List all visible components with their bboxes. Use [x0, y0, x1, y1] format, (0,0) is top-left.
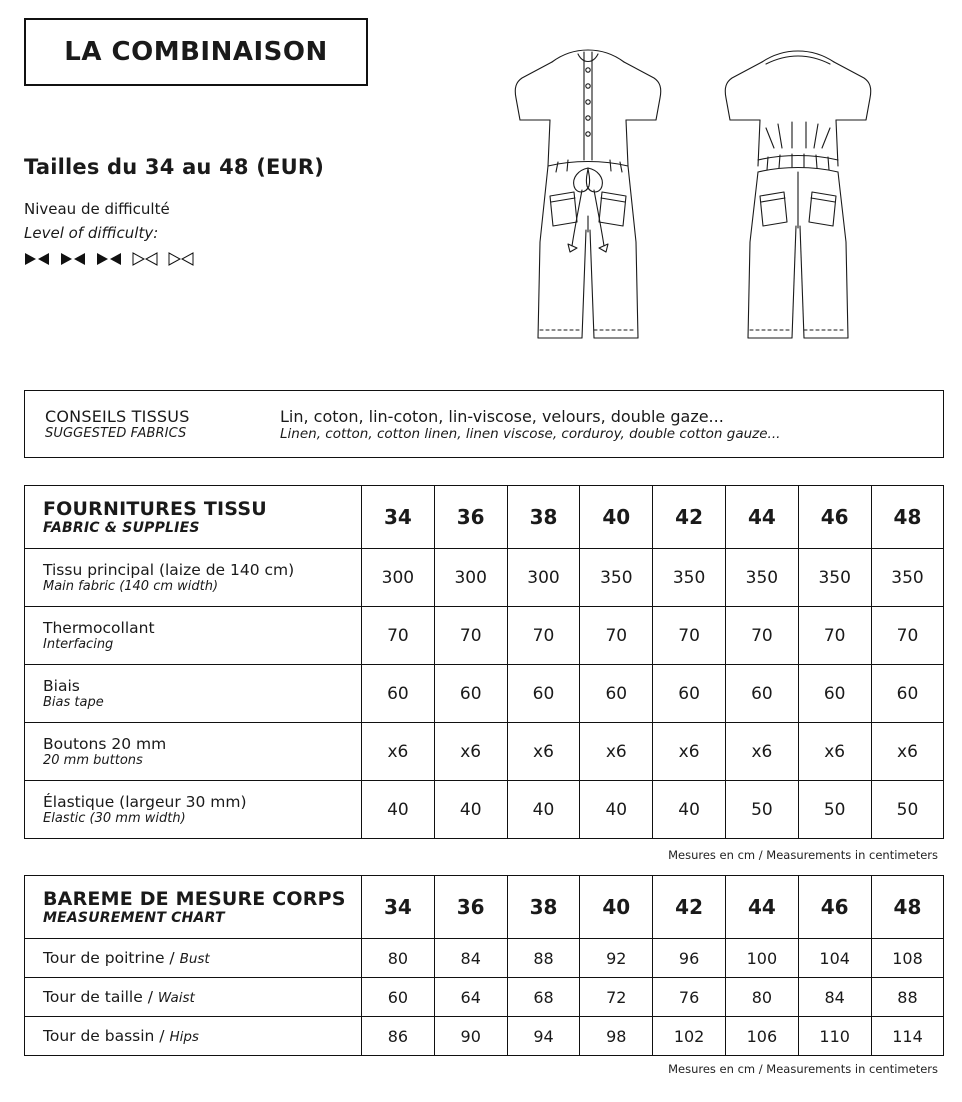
supplies-title-fr: FOURNITURES TISSU: [43, 498, 267, 520]
table-row: [25, 978, 944, 1017]
supplies-cell: x6: [362, 723, 435, 781]
supplies-size-44: 44: [725, 486, 798, 549]
row-label-en: Bust: [179, 951, 210, 967]
measurement-cell: 64: [434, 978, 507, 1017]
table-header-row: [25, 876, 944, 939]
supplies-cell: 60: [580, 665, 653, 723]
fabric-supplies-table: [24, 485, 944, 839]
fabrics-label-fr: CONSEILS TISSUS: [45, 407, 190, 426]
supplies-cell: x6: [798, 723, 871, 781]
measurement-cell: 84: [798, 978, 871, 1017]
fabrics-label-en: SUGGESTED FABRICS: [45, 426, 187, 441]
row-label-fr: Boutons 20 mm: [43, 735, 167, 753]
measurement-cell: 108: [871, 939, 944, 978]
supplies-cell: x6: [725, 723, 798, 781]
supplies-cell: 300: [507, 549, 580, 607]
measurement-cell: 88: [871, 978, 944, 1017]
supplies-cell: 70: [362, 607, 435, 665]
supplies-cell: 350: [725, 549, 798, 607]
supplies-size-36: 36: [434, 486, 507, 549]
bowtie-icon-empty-1: [132, 252, 158, 266]
supplies-cell: 70: [653, 607, 726, 665]
technical-drawings: [478, 20, 898, 360]
table-row: [25, 781, 944, 839]
supplies-row-label: [25, 723, 362, 781]
measurement-cell: 110: [798, 1017, 871, 1056]
measurement-size-38: 38: [507, 876, 580, 939]
supplies-cell: 50: [798, 781, 871, 839]
supplies-cell: 70: [580, 607, 653, 665]
page-title-box: [24, 18, 368, 86]
measurement-row-label: [25, 939, 362, 978]
table-row: [25, 607, 944, 665]
measurement-units-note: Mesures en cm / Measurements in centimeters: [668, 1062, 938, 1076]
supplies-cell: 60: [434, 665, 507, 723]
supplies-row-label: [25, 549, 362, 607]
row-label-en: Waist: [157, 990, 195, 1006]
sizes-range: Tailles du 34 au 48 (EUR): [24, 155, 324, 179]
row-label-en: Interfacing: [43, 637, 114, 652]
row-label-fr: Biais: [43, 677, 80, 695]
supplies-cell: 40: [362, 781, 435, 839]
supplies-units-note: Mesures en cm / Measurements in centimeters: [668, 848, 938, 862]
table-row: [25, 723, 944, 781]
supplies-cell: 60: [362, 665, 435, 723]
supplies-cell: 350: [798, 549, 871, 607]
supplies-cell: 70: [507, 607, 580, 665]
supplies-cell: 50: [725, 781, 798, 839]
row-label-en: Elastic (30 mm width): [43, 811, 186, 826]
supplies-cell: x6: [653, 723, 726, 781]
bowtie-icon-filled-1: [24, 252, 50, 266]
bowtie-icon-empty-2: [168, 252, 194, 266]
supplies-cell: 60: [798, 665, 871, 723]
row-label-fr: Tour de bassin /: [43, 1027, 170, 1045]
measurement-cell: 92: [580, 939, 653, 978]
measurement-cell: 60: [362, 978, 435, 1017]
measurement-size-46: 46: [798, 876, 871, 939]
jumpsuit-back-view: [725, 51, 871, 338]
measurement-cell: 90: [434, 1017, 507, 1056]
supplies-cell: x6: [434, 723, 507, 781]
suggested-fabrics-labels: [45, 407, 280, 441]
supplies-row-label: [25, 607, 362, 665]
table-row: [25, 1017, 944, 1056]
supplies-cell: x6: [507, 723, 580, 781]
measurement-size-40: 40: [580, 876, 653, 939]
row-label-fr: Thermocollant: [43, 619, 155, 637]
suggested-fabrics-values: [280, 407, 780, 442]
supplies-size-46: 46: [798, 486, 871, 549]
supplies-cell: 70: [434, 607, 507, 665]
measurement-size-42: 42: [653, 876, 726, 939]
measurement-size-34: 34: [362, 876, 435, 939]
supplies-title-en: FABRIC & SUPPLIES: [43, 520, 200, 536]
suggested-fabrics-box: [24, 390, 944, 458]
supplies-cell: 60: [653, 665, 726, 723]
measurement-title-en: MEASUREMENT CHART: [43, 910, 225, 926]
measurement-cell: 114: [871, 1017, 944, 1056]
measurement-cell: 86: [362, 1017, 435, 1056]
supplies-size-40: 40: [580, 486, 653, 549]
table-row: [25, 549, 944, 607]
measurement-row-label: [25, 1017, 362, 1056]
row-label-fr: Élastique (largeur 30 mm): [43, 793, 247, 811]
fabrics-value-en: Linen, cotton, cotton linen, linen viscose, corduroy, double cotton gauze...: [280, 425, 781, 442]
row-label-en: 20 mm buttons: [43, 753, 143, 768]
measurement-size-36: 36: [434, 876, 507, 939]
table-row: [25, 665, 944, 723]
supplies-cell: 350: [580, 549, 653, 607]
supplies-size-48: 48: [871, 486, 944, 549]
supplies-cell: 40: [434, 781, 507, 839]
row-label-fr: Tissu principal (laize de 140 cm): [43, 561, 295, 579]
fabrics-value-fr: Lin, coton, lin-coton, lin-viscose, velours, double gaze...: [280, 406, 724, 426]
measurement-cell: 80: [725, 978, 798, 1017]
supplies-cell: x6: [580, 723, 653, 781]
measurement-title-fr: BAREME DE MESURE CORPS: [43, 888, 346, 910]
measurement-cell: 104: [798, 939, 871, 978]
supplies-cell: 70: [798, 607, 871, 665]
supplies-cell: 40: [507, 781, 580, 839]
row-label-en: Hips: [169, 1029, 199, 1045]
measurement-cell: 88: [507, 939, 580, 978]
supplies-cell: 60: [871, 665, 944, 723]
table-header-row: [25, 486, 944, 549]
supplies-row-label: [25, 665, 362, 723]
supplies-size-42: 42: [653, 486, 726, 549]
row-label-fr: Tour de taille /: [43, 988, 158, 1006]
supplies-size-34: 34: [362, 486, 435, 549]
measurement-cell: 84: [434, 939, 507, 978]
page-title: LA COMBINAISON: [64, 37, 328, 67]
measurement-cell: 80: [362, 939, 435, 978]
measurement-cell: 76: [653, 978, 726, 1017]
jumpsuit-front-view: [515, 50, 661, 338]
measurement-size-44: 44: [725, 876, 798, 939]
measurement-cell: 96: [653, 939, 726, 978]
supplies-cell: x6: [871, 723, 944, 781]
bowtie-icon-filled-3: [96, 252, 122, 266]
measurement-cell: 94: [507, 1017, 580, 1056]
measurement-cell: 106: [725, 1017, 798, 1056]
row-label-en: Main fabric (140 cm width): [43, 579, 219, 594]
supplies-cell: 350: [871, 549, 944, 607]
supplies-cell: 50: [871, 781, 944, 839]
measurement-chart-table: [24, 875, 944, 1056]
row-label-fr: Tour de poitrine /: [43, 949, 180, 967]
difficulty-label-fr: Niveau de difficulté: [24, 200, 170, 218]
supplies-cell: 40: [653, 781, 726, 839]
supplies-cell: 40: [580, 781, 653, 839]
measurement-cell: 102: [653, 1017, 726, 1056]
difficulty-rating: [24, 252, 194, 266]
supplies-row-label: [25, 781, 362, 839]
supplies-size-38: 38: [507, 486, 580, 549]
measurement-title: [25, 876, 362, 939]
measurement-cell: 98: [580, 1017, 653, 1056]
supplies-cell: 70: [725, 607, 798, 665]
bowtie-icon-filled-2: [60, 252, 86, 266]
measurement-row-label: [25, 978, 362, 1017]
supplies-cell: 70: [871, 607, 944, 665]
difficulty-label-en: Level of difficulty:: [24, 224, 159, 242]
supplies-title: [25, 486, 362, 549]
measurement-cell: 100: [725, 939, 798, 978]
supplies-cell: 350: [653, 549, 726, 607]
table-row: [25, 939, 944, 978]
measurement-cell: 68: [507, 978, 580, 1017]
row-label-en: Bias tape: [43, 695, 104, 710]
supplies-cell: 300: [362, 549, 435, 607]
measurement-cell: 72: [580, 978, 653, 1017]
measurement-size-48: 48: [871, 876, 944, 939]
supplies-cell: 60: [507, 665, 580, 723]
supplies-cell: 300: [434, 549, 507, 607]
supplies-cell: 60: [725, 665, 798, 723]
